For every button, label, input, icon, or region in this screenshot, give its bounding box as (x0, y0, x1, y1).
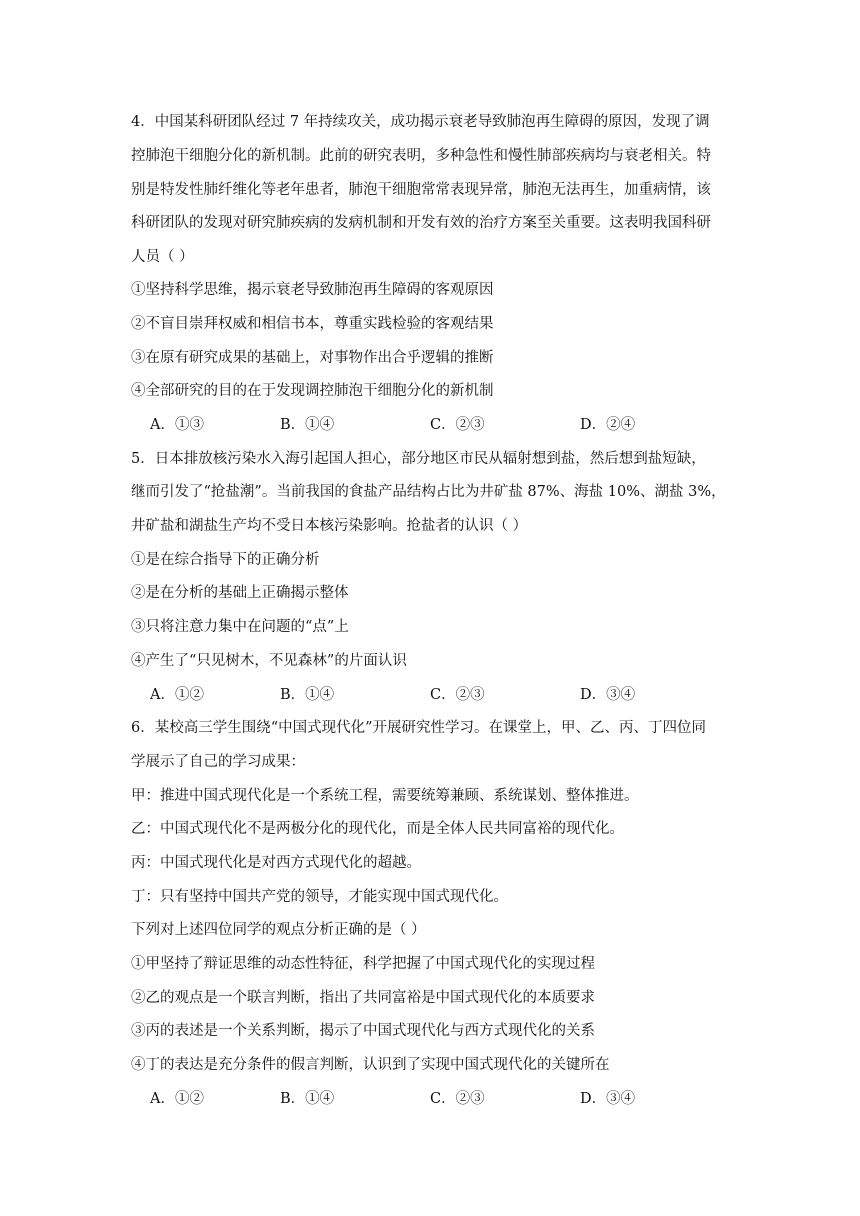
q6-item-4: ④丁的表达是充分条件的假言判断，认识到了实现中国式现代化的关键所在 (131, 1057, 610, 1073)
q4-item-3: ③在原有研究成果的基础上，对事物作出合乎逻辑的推断 (131, 350, 494, 366)
q6-item-2: ②乙的观点是一个联言判断，指出了共同富裕是中国式现代化的本质要求 (131, 990, 595, 1006)
q6-option-d: D．③④ (580, 1091, 636, 1107)
q4-option-b: B．①④ (280, 417, 335, 433)
q4-stem-line-3: 别是特发性肺纤维化等老年患者，肺泡干细胞常常表现异常，肺泡无法再生，加重病情，该 (131, 182, 711, 198)
q4-options (150, 415, 710, 435)
q5-stem-line-3: 井矿盐和湖盐生产均不受日本核污染影响。抢盐者的认识（ ） (131, 518, 528, 534)
q6-option-c: C．②③ (430, 1091, 485, 1107)
q6-item-1: ①甲坚持了辩证思维的动态性特征，科学把握了中国式现代化的实现过程 (131, 956, 595, 972)
q5-option-d: D．③④ (580, 687, 636, 703)
q6-statement-bing: 丙：中国式现代化是对西方式现代化的超越。 (131, 855, 421, 871)
q5-option-b: B．①④ (280, 687, 335, 703)
q5-stem-line-2: 继而引发了“抢盐潮”。当前我国的食盐产品结构占比为井矿盐 87%、海盐 10%、湖盐 3%， (131, 484, 726, 500)
q6-options (150, 1089, 710, 1109)
q5-option-c: C．②③ (430, 687, 485, 703)
q4-stem-line-5: 人员（ ） (131, 249, 194, 265)
q6-item-3: ③丙的表述是一个关系判断，揭示了中国式现代化与西方式现代化的关系 (131, 1023, 595, 1039)
q6-question-prompt: 下列对上述四位同学的观点分析正确的是（ ） (131, 922, 426, 938)
q6-statement-ding: 丁：只有坚持中国共产党的领导，才能实现中国式现代化。 (131, 889, 508, 905)
q4-stem-line-4: 科研团队的发现对研究肺疾病的发病机制和开发有效的治疗方案至关重要。这表明我国科研 (131, 215, 711, 231)
q6-stem-line-1: 6．某校高三学生围绕“中国式现代化”开展研究性学习。在课堂上，甲、乙、丙、丁四位同 (131, 720, 707, 736)
q4-option-d: D．②④ (580, 417, 636, 433)
q6-statement-jia: 甲：推进中国式现代化是一个系统工程，需要统筹兼顾、系统谋划、整体推进。 (131, 788, 639, 804)
q6-statement-yi: 乙：中国式现代化不是两极分化的现代化，而是全体人民共同富裕的现代化。 (131, 821, 624, 837)
q5-item-4: ④产生了“只见树木，不见森林”的片面认识 (131, 653, 407, 669)
q4-item-2: ②不盲目崇拜权威和相信书本，尊重实践检验的客观结果 (131, 316, 494, 332)
q5-item-1: ①是在综合指导下的正确分析 (131, 552, 320, 568)
q4-option-a: A．①③ (150, 417, 204, 433)
q6-option-b: B．①④ (280, 1091, 335, 1107)
q5-item-3: ③只将注意力集中在问题的“点”上 (131, 619, 349, 635)
q4-stem-line-2: 控肺泡干细胞分化的新机制。此前的研究表明，多种急性和慢性肺部疾病均与衰老相关。特 (131, 148, 711, 164)
q5-option-a: A．①② (150, 687, 204, 703)
q4-item-1: ①坚持科学思维，揭示衰老导致肺泡再生障碍的客观原因 (131, 282, 494, 298)
q5-item-2: ②是在分析的基础上正确揭示整体 (131, 585, 349, 601)
q4-option-c: C．②③ (430, 417, 485, 433)
q5-options (150, 685, 710, 705)
q6-stem-line-2: 学展示了自己的学习成果： (131, 754, 305, 770)
q6-option-a: A．①② (150, 1091, 204, 1107)
q4-stem-line-1: 4．中国某科研团队经过 7 年持续攻关，成功揭示衰老导致肺泡再生障碍的原因，发现了调 (131, 114, 710, 130)
q5-stem-line-1: 5．日本排放核污染水入海引起国人担心，部分地区市民从辐射想到盐，然后想到盐短缺， (131, 451, 706, 467)
q4-item-4: ④全部研究的目的在于发现调控肺泡干细胞分化的新机制 (131, 383, 494, 399)
